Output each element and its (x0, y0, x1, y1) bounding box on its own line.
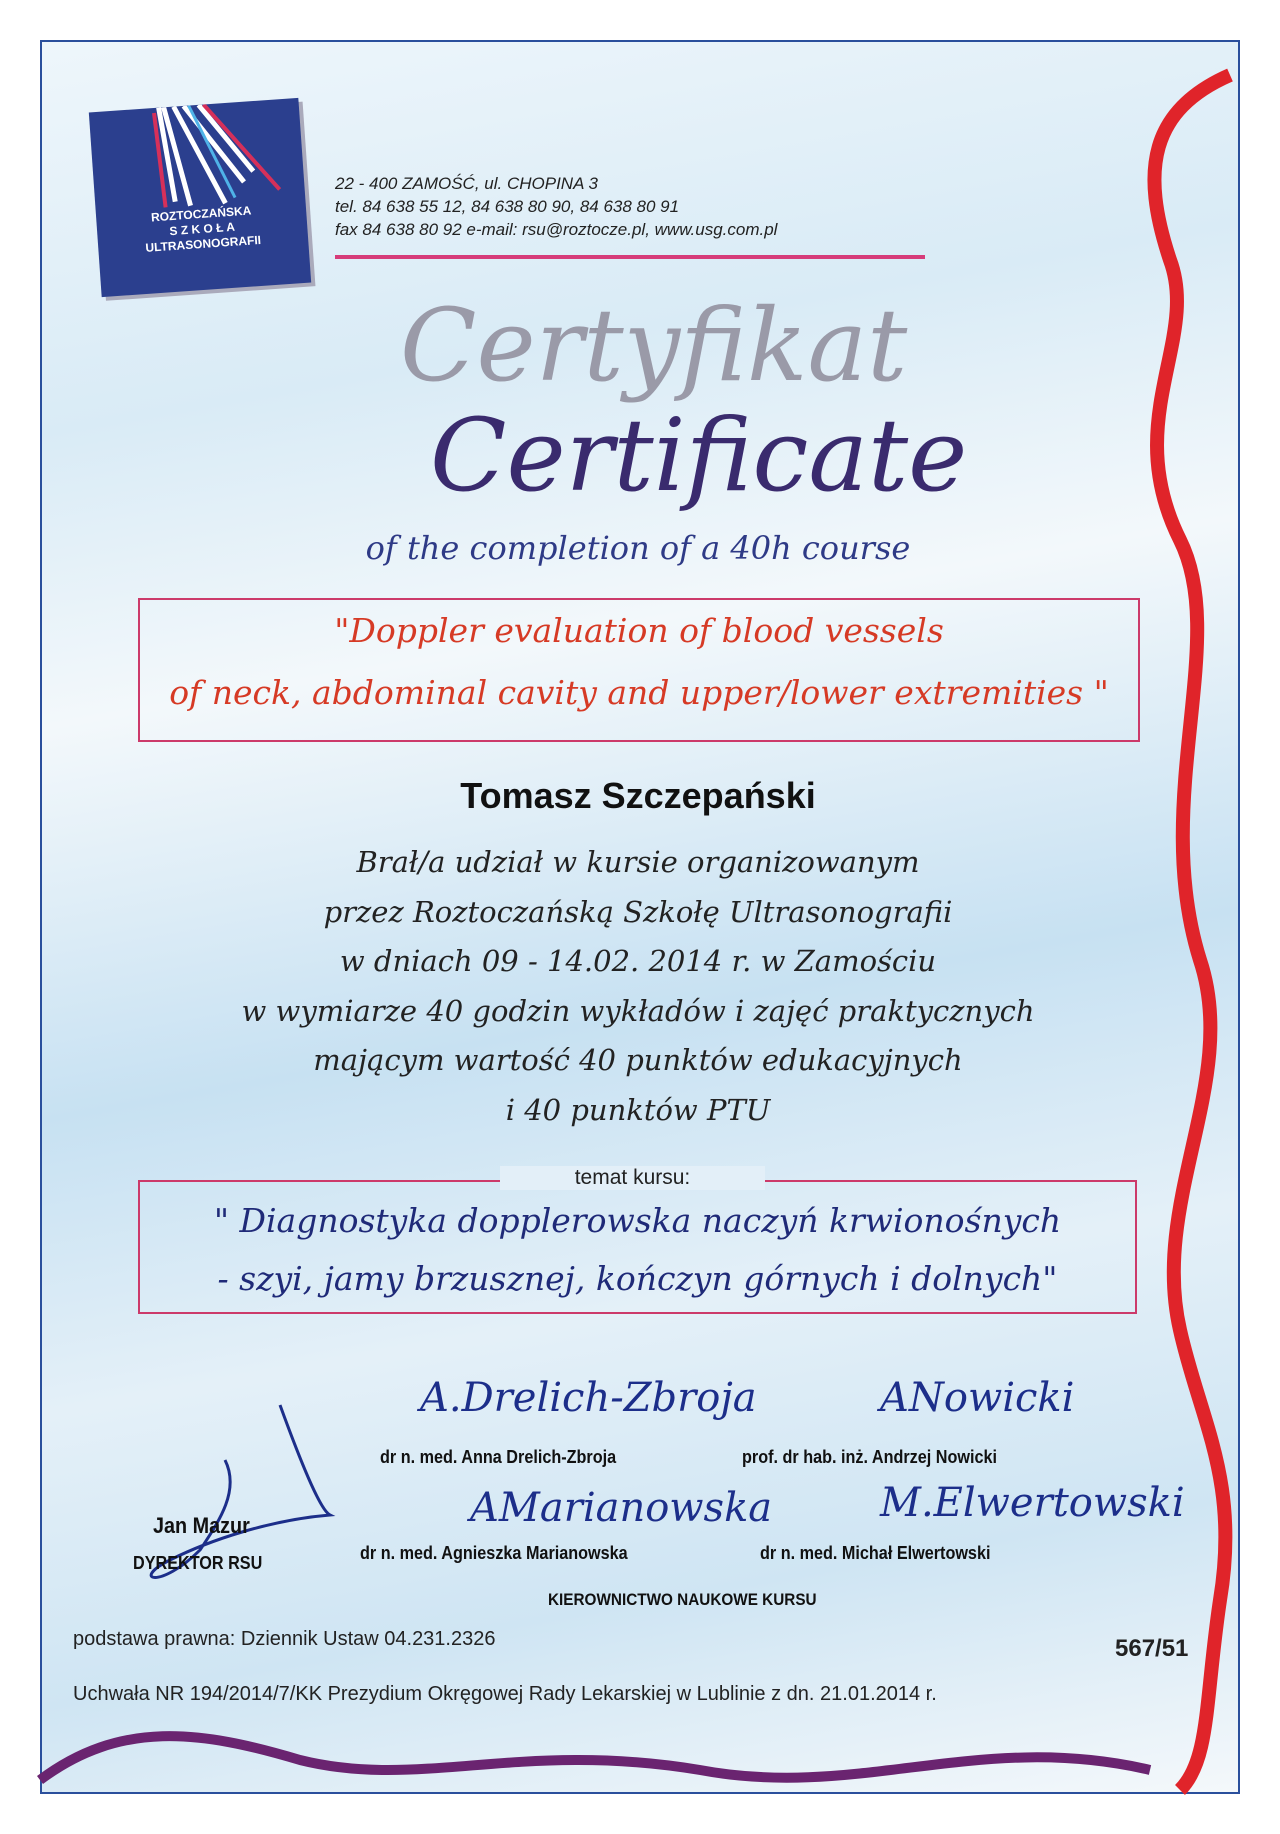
course-topic-box (138, 1166, 1137, 1314)
signatory-name: prof. dr hab. inż. Andrzej Nowicki (742, 1447, 998, 1467)
recipient-name: Tomasz Szczepański (460, 775, 816, 816)
topic-line: " Diagnostyka dopplerowska naczyń krwionośnych (213, 1201, 1062, 1240)
signature-marianowska: AMarianowska (470, 1485, 773, 1531)
body-line: w wymiarze 40 godzin wykładów i zajęć praktycznych (241, 993, 1035, 1028)
signatory-name: dr n. med. Anna Drelich-Zbroja (380, 1447, 617, 1467)
committee-label: KIEROWNICTWO NAUKOWE KURSU (548, 1590, 817, 1609)
signature-drelich: A.Drelich-Zbroja (420, 1375, 757, 1421)
logo-line: ROZTOCZAŃSKA (150, 203, 252, 225)
contact-line: fax 84 638 80 92 e-mail: rsu@roztocze.pl, www.usg.com.pl (335, 220, 778, 239)
director-name: Jan Mazur (153, 1513, 250, 1538)
phone-line: tel. 84 638 55 12, 84 638 80 90, 84 638 80 91 (335, 197, 680, 216)
certificate-number: 567/51 (1115, 1635, 1189, 1662)
course-title-en-box (138, 598, 1140, 742)
signatory-name: dr n. med. Michał Elwertowski (760, 1543, 991, 1563)
resolution-text: Uchwała NR 194/2014/7/KK Prezydium Okręgowej Rady Lekarskiej w Lublinie z dn. 21.01.2014 r. (73, 1683, 937, 1705)
body-line: przez Roztoczańską Szkołę Ultrasonografii (323, 894, 953, 929)
school-logo (89, 98, 311, 297)
body-text (40, 838, 1236, 1135)
body-line: Brał/a udział w kursie organizowanym (356, 845, 920, 879)
body-line: mającym wartość 40 punktów edukacyjnych (313, 1043, 963, 1077)
director-role: DYREKTOR RSU (133, 1553, 263, 1573)
title-polish: Certyfikat (400, 287, 908, 404)
address-line: 22 - 400 ZAMOŚĆ, ul. CHOPINA 3 (335, 174, 598, 193)
course-title-line: "Doppler evaluation of blood vessels (334, 611, 944, 650)
topic-label: temat kursu: (500, 1166, 765, 1190)
legal-basis: podstawa prawna: Dziennik Ustaw 04.231.2326 (73, 1628, 496, 1650)
address-block (335, 172, 777, 241)
signature-nowicki: ANowicki (880, 1375, 1075, 1421)
title-english: Certificate (430, 397, 968, 514)
body-line: i 40 punktów PTU (505, 1092, 771, 1127)
signatory-name: dr n. med. Agnieszka Marianowska (360, 1543, 628, 1563)
topic-line: - szyi, jamy brzusznej, kończyn górnych i dolnych" (217, 1259, 1058, 1298)
logo-line: ULTRASONOGRAFII (145, 232, 262, 255)
logo-line: S Z K O Ł A (169, 219, 236, 239)
signature-elwertowski: M.Elwertowski (880, 1480, 1185, 1526)
subtitle: of the completion of a 40h course (365, 529, 911, 567)
course-title-line: of neck, abdominal cavity and upper/lower extremities " (169, 673, 1109, 712)
divider (335, 255, 925, 259)
body-line: w dniach 09 - 14.02. 2014 r. w Zamościu (339, 944, 937, 978)
